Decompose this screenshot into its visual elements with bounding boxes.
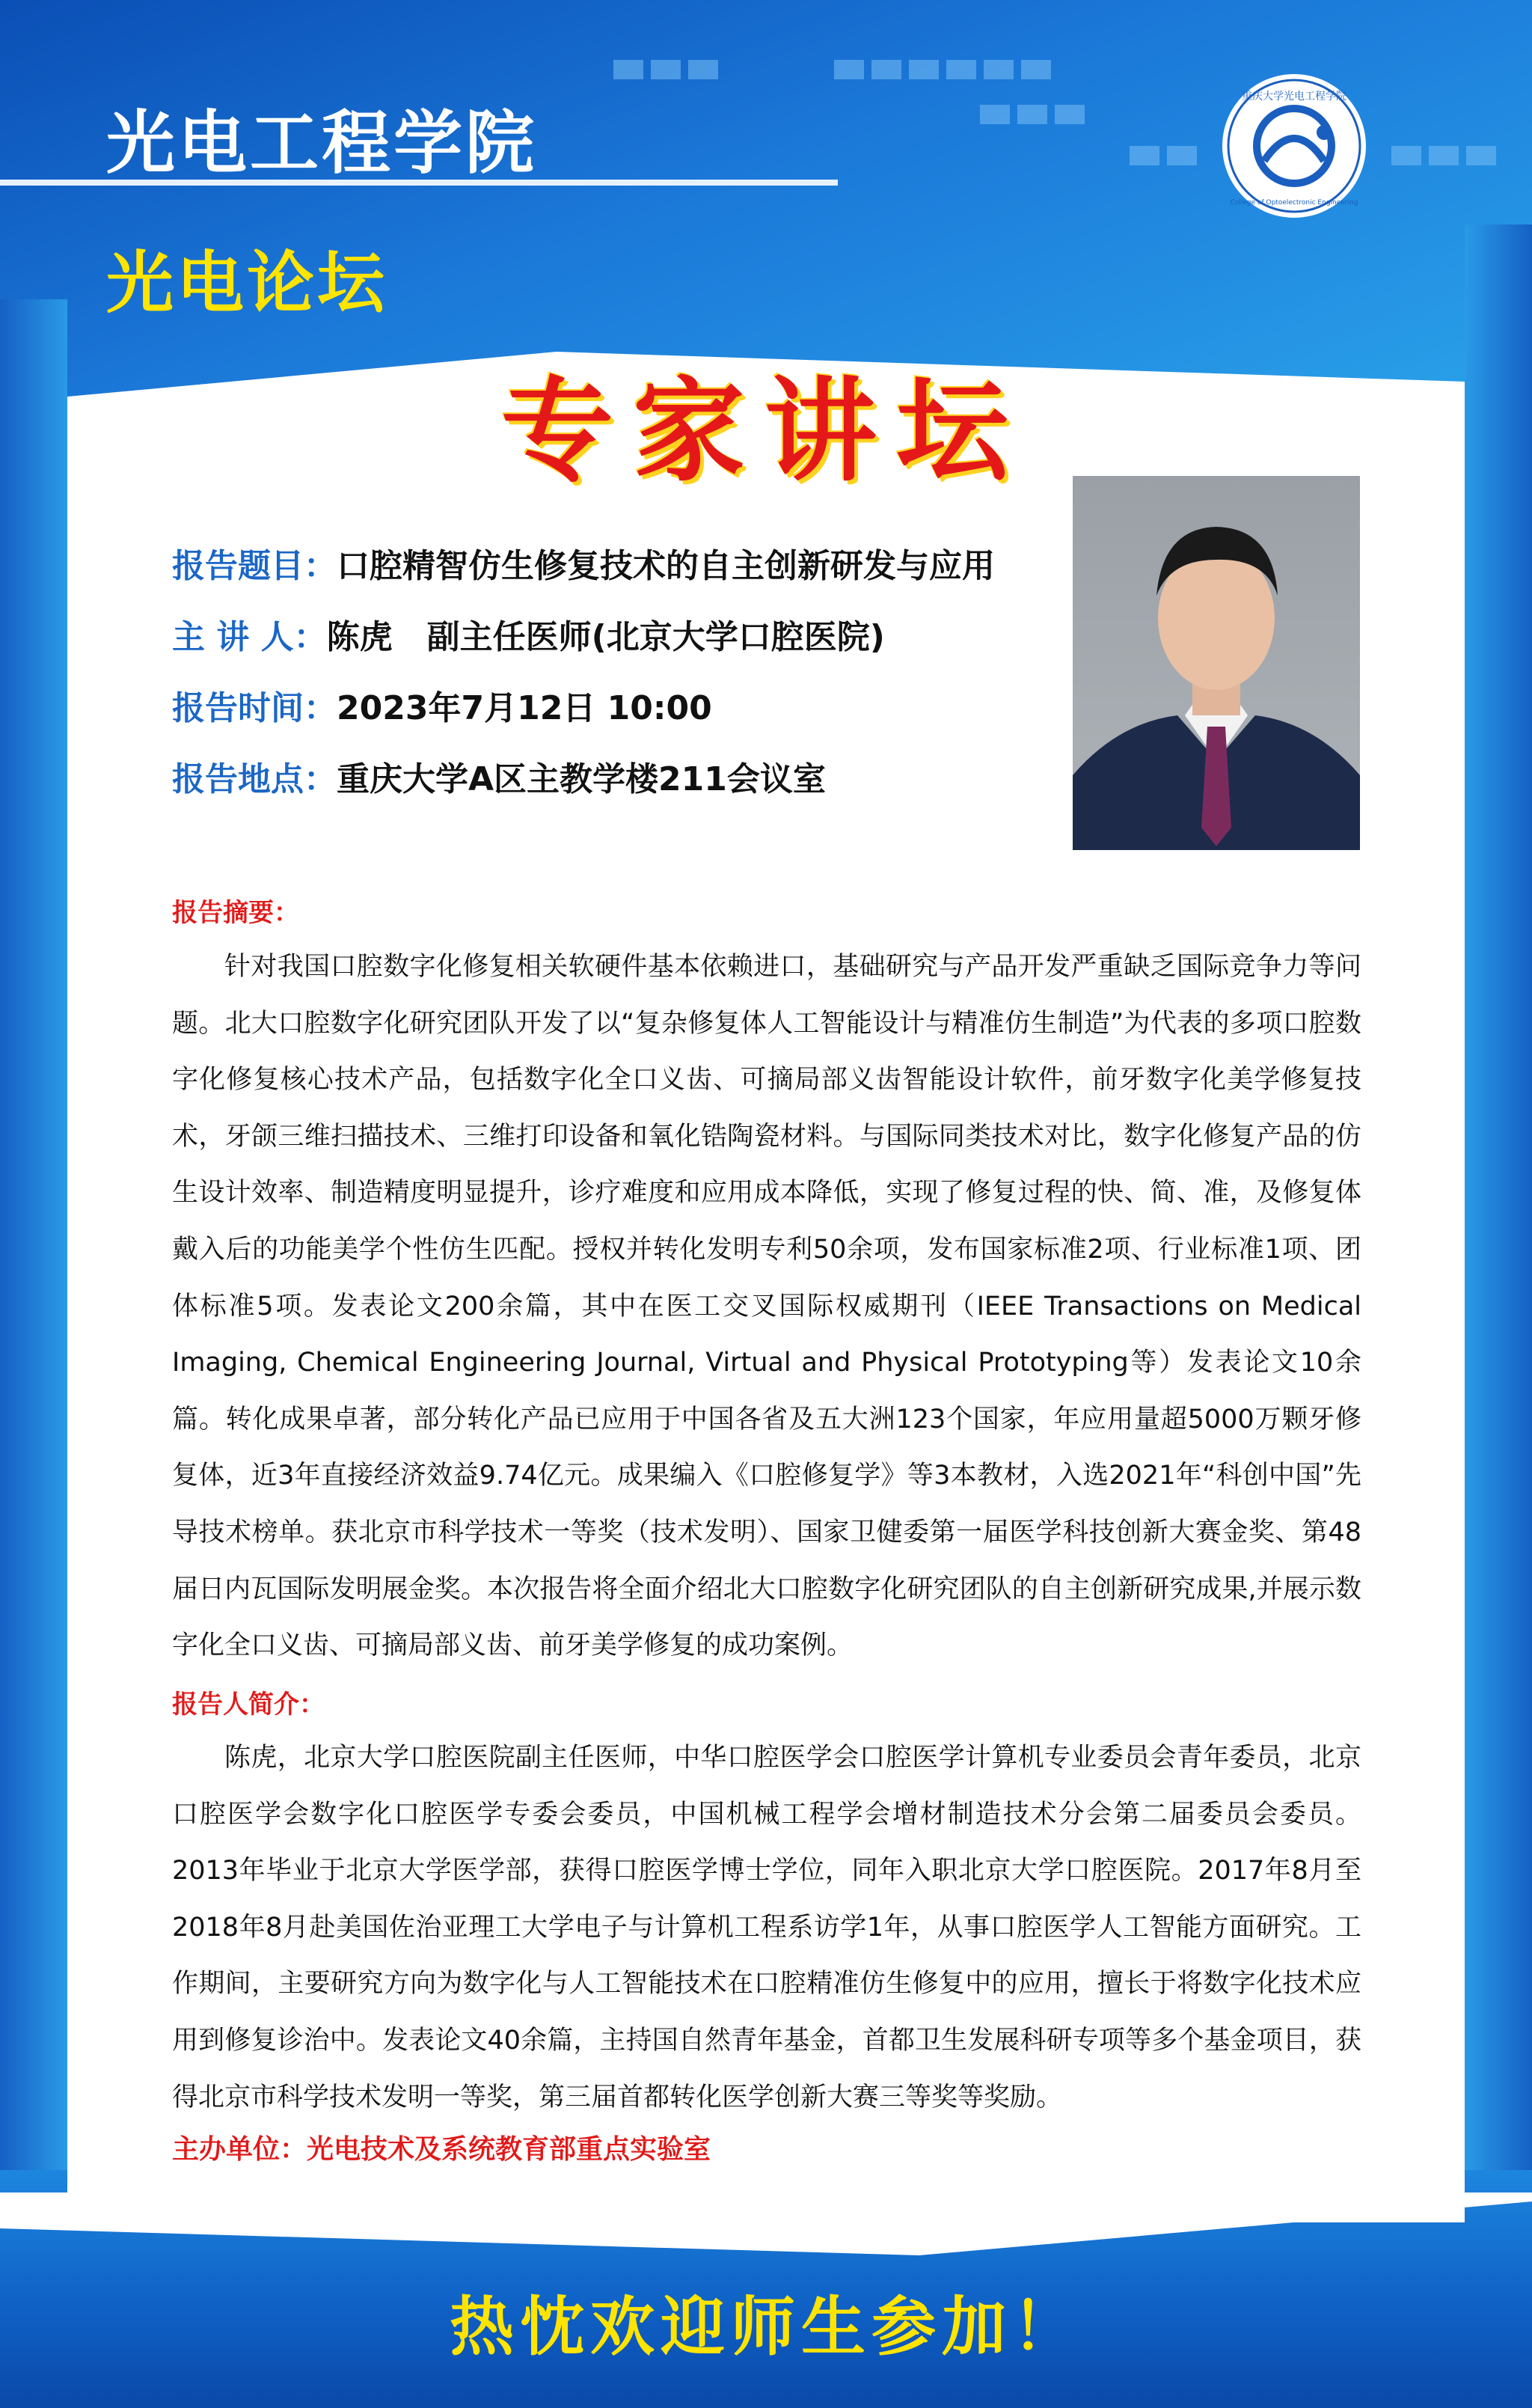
info-value: 2023年7月12日 10:00 (337, 689, 712, 727)
info-speaker (172, 610, 885, 658)
info-value: 陈虎 副主任医师(北京大学口腔医院) (326, 618, 885, 656)
info-label: 报告时间： (172, 689, 337, 727)
speaker-bio-heading: 报告人简介： (172, 1690, 325, 1720)
speaker-bio-text (172, 1730, 1361, 2126)
info-location (172, 752, 826, 800)
welcome-banner: 热忱欢迎师生参加！ (450, 2289, 1082, 2365)
left-border (0, 299, 67, 2215)
info-label: 主 讲 人： (172, 618, 327, 656)
abstract-heading: 报告摘要： (172, 898, 299, 928)
abstract-paragraph: 针对我国口腔数字化修复相关软硬件基本依赖进口，基础研究与产品开发严重缺乏国际竞争力等问题。北大口腔数字化研究团队开发了以“复杂修复体人工智能设计与精准仿生制造”为代表的多项口腔数字化修复核心技术产品，包括数字化全口义齿、可摘局部义齿智能设计软件，前牙数字化美学修复技术，牙颌三维扫描技术、三维打印设备和氧化锆陶瓷材料。与国际同类技术对比，数字化修复产品的仿生设计效率、制造精度明显提升，诊疗难度和应用成本降低，实现了修复过程的快、简、准，及修复体戴入后的功能美学个性仿生匹配。授权并转化发明专利50余项，发布国家标准2项、行业标准1项、团体标准5项。发表论文200余篇，其中在医工交叉国际权威期刊（IEEE Transactions on Medical Imaging, Chemical Engineering Journal, Virtual and Physical Prototyping等）发表论文10余篇。转化成果卓著，部分转化产品已应用于中国各省及五大洲123个国家，年应用量超5000万颗牙修复体，近3年直接经济效益9.74亿元。成果编入《口腔修复学》等3本教材，入选2021年“科创中国”先导技术榜单。获北京市科学技术一等奖（技术发明）、国家卫健委第一届医学科技创新大赛金奖、第48届日内瓦国际发明展金奖。本次报告将全面介绍北大口腔数字化研究团队的自主创新研究成果,并展示数字化全口义齿、可摘局部义齿、前牙美学修复的成功案例。 (172, 952, 1361, 1661)
college-title: 光电工程学院 (106, 103, 538, 183)
logo-english-text: College of Optoelectronic Engineering (1230, 199, 1358, 207)
speaker-bio-paragraph: 陈虎，北京大学口腔医院副主任医师，中华口腔医学会口腔医学计算机专业委员会青年委员，北京口腔医学会数字化口腔医学专委会委员，中国机械工程学会增材制造技术分会第二届委员会委员。2013年毕业于北京大学医学部，获得口腔医学博士学位，同年入职北京大学口腔医院。2017年8月至2018年8月赴美国佐治亚理工大学电子与计算机工程系访学1年，从事口腔医学人工智能方面研究。工作期间，主要研究方向为数字化与人工智能技术在口腔精准仿生修复中的应用，擅长于将数字化技术应用到修复诊治中。发表论文40余篇，主持国自然青年基金，首都卫生发展科研专项等多个基金项目，获得北京市科学技术发明一等奖，第三届首都转化医学创新大赛三等奖等奖励。 (172, 1743, 1361, 2112)
abstract-text (172, 939, 1361, 1675)
logo-text: 重庆大学光电工程学院 (1242, 91, 1346, 103)
info-value: 口腔精智仿生修复技术的自主创新研发与应用 (337, 547, 995, 585)
speaker-photo (1073, 476, 1360, 850)
headline: 专家讲坛 (501, 365, 1029, 497)
info-label: 报告地点： (172, 760, 337, 798)
info-topic (172, 539, 995, 587)
info-time (172, 681, 712, 729)
right-border (1465, 224, 1532, 2215)
forum-title: 光电论坛 (106, 243, 387, 323)
college-logo (1219, 71, 1369, 221)
host-organizer: 主办单位：光电技术及系统教育部重点实验室 (172, 2134, 711, 2165)
info-value: 重庆大学A区主教学楼211会议室 (337, 760, 826, 798)
info-label: 报告题目： (172, 547, 337, 585)
